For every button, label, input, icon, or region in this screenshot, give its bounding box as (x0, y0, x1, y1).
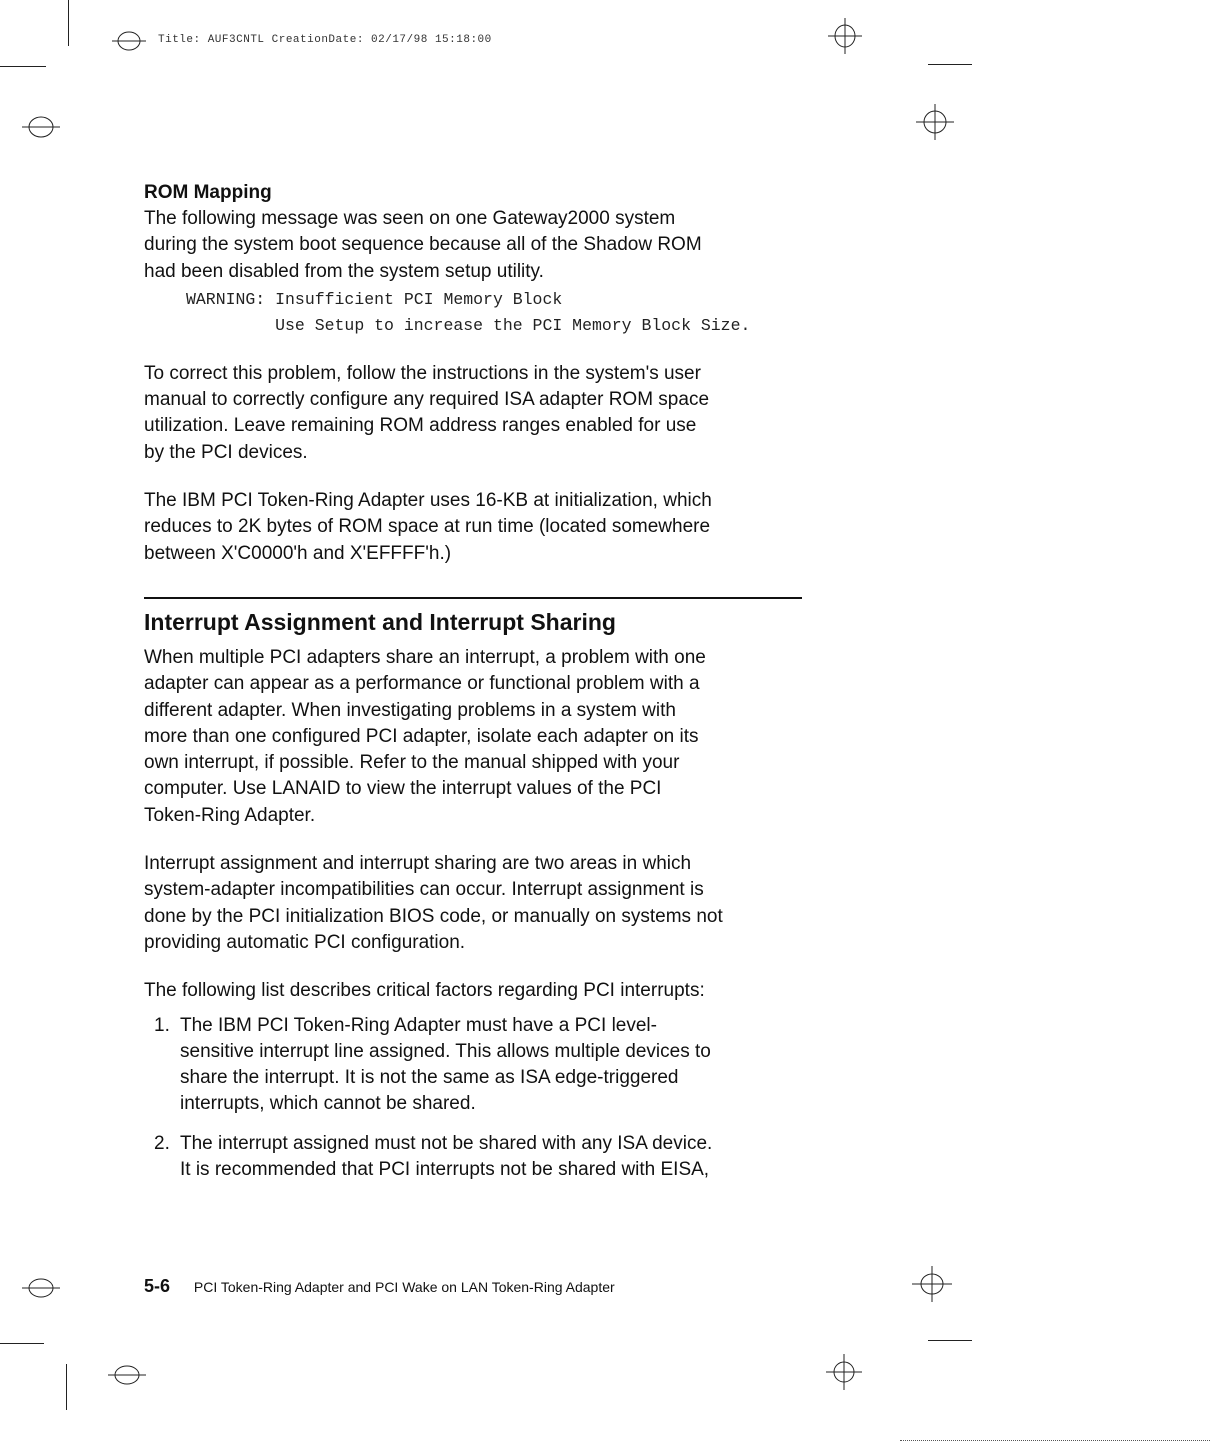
paragraph (144, 851, 844, 956)
crop-line-bottom-left-vertical (66, 1364, 67, 1410)
registration-mark-icon (22, 114, 60, 140)
text-line: by the PCI devices. (144, 441, 308, 463)
page-footer (144, 1276, 615, 1297)
registration-mark-icon (828, 18, 862, 54)
paragraph (144, 488, 844, 567)
registration-mark-icon (108, 1362, 146, 1388)
text-line: The IBM PCI Token-Ring Adapter uses 16-KB at initialization, which (144, 490, 712, 512)
text-line: It is recommended that PCI interrupts not be shared with EISA, (180, 1159, 710, 1181)
crop-line-bottom-left-horizontal (0, 1343, 44, 1344)
crop-line-left-horizontal (0, 66, 46, 67)
text-line: When multiple PCI adapters share an interrupt, a problem with one (144, 646, 706, 668)
paragraph (144, 361, 844, 466)
text-line: done by the PCI initialization BIOS code, or manually on systems not (144, 905, 723, 927)
list-item (144, 1131, 844, 1184)
paragraph (144, 645, 844, 829)
text-line: different adapter. When investigating problems in a system with (144, 699, 676, 721)
text-line: share the interrupt. It is not the same as ISA edge-triggered (180, 1067, 679, 1089)
warning-message-code (186, 287, 844, 339)
section-divider (144, 597, 802, 599)
text-line: computer. Use LANAID to view the interrupt values of the PCI (144, 778, 662, 800)
text-line: providing automatic PCI configuration. (144, 931, 466, 953)
list-number: 2. (154, 1132, 170, 1154)
page-body (144, 180, 844, 1196)
text-line: sensitive interrupt line assigned. This allows multiple devices to (180, 1040, 711, 1062)
text-line: The following list describes critical factors regarding PCI interrupts: (144, 980, 705, 1002)
paragraph (144, 206, 844, 285)
text-line: system-adapter incompatibilities can occur. Interrupt assignment is (144, 879, 704, 901)
text-line: The IBM PCI Token-Ring Adapter must have a PCI level- (180, 1014, 657, 1036)
list-item (144, 1013, 844, 1118)
text-line: To correct this problem, follow the instructions in the system's user (144, 362, 701, 384)
text-line: adapter can appear as a performance or functional problem with a (144, 673, 700, 695)
crop-line-bottom-right-horizontal (928, 1340, 972, 1341)
running-title: PCI Token-Ring Adapter and PCI Wake on LAN Token-Ring Adapter (193, 1279, 615, 1295)
registration-mark-icon (916, 104, 954, 140)
text-line: interrupts, which cannot be shared. (180, 1093, 476, 1115)
text-line: more than one configured PCI adapter, isolate each adapter on its (144, 725, 699, 747)
text-line: between X'C0000'h and X'EFFFF'h.) (144, 542, 452, 564)
code-line: WARNING: Insufficient PCI Memory Block (186, 289, 563, 309)
crop-line-right-horizontal (928, 64, 972, 65)
text-line: Interrupt assignment and interrupt sharing are two areas in which (144, 853, 692, 875)
text-line: own interrupt, if possible. Refer to the manual shipped with your (144, 752, 680, 774)
text-line: The following message was seen on one Gateway2000 system (144, 208, 676, 229)
registration-mark-icon (912, 1266, 952, 1302)
crop-line-top-left-vertical (68, 0, 69, 46)
code-line: Use Setup to increase the PCI Memory Block Size. (186, 315, 751, 335)
section-heading-rom-mapping: ROM Mapping (144, 182, 272, 203)
text-line: reduces to 2K bytes of ROM space at run time (located somewhere (144, 516, 711, 538)
text-line: during the system boot sequence because all of the Shadow ROM (144, 234, 702, 256)
text-line: Token-Ring Adapter. (144, 804, 316, 826)
registration-mark-icon (22, 1276, 60, 1300)
page-number: 5-6 (144, 1276, 171, 1296)
scan-noise-dots (900, 1440, 1210, 1442)
paragraph (144, 978, 844, 1004)
numbered-list (144, 1013, 844, 1184)
section-heading-interrupt: Interrupt Assignment and Interrupt Sharing (144, 608, 616, 635)
text-line: utilization. Leave remaining ROM address ranges enabled for use (144, 415, 697, 437)
list-number: 1. (154, 1014, 170, 1036)
registration-mark-icon (112, 28, 146, 54)
text-line: The interrupt assigned must not be shared with any ISA device. (180, 1132, 713, 1154)
text-line: had been disabled from the system setup utility. (144, 260, 544, 282)
registration-mark-icon (826, 1354, 862, 1390)
print-metadata: Title: AUF3CNTL CreationDate: 02/17/98 15:18:00 (158, 34, 492, 46)
text-line: manual to correctly configure any required ISA adapter ROM space (144, 389, 710, 411)
